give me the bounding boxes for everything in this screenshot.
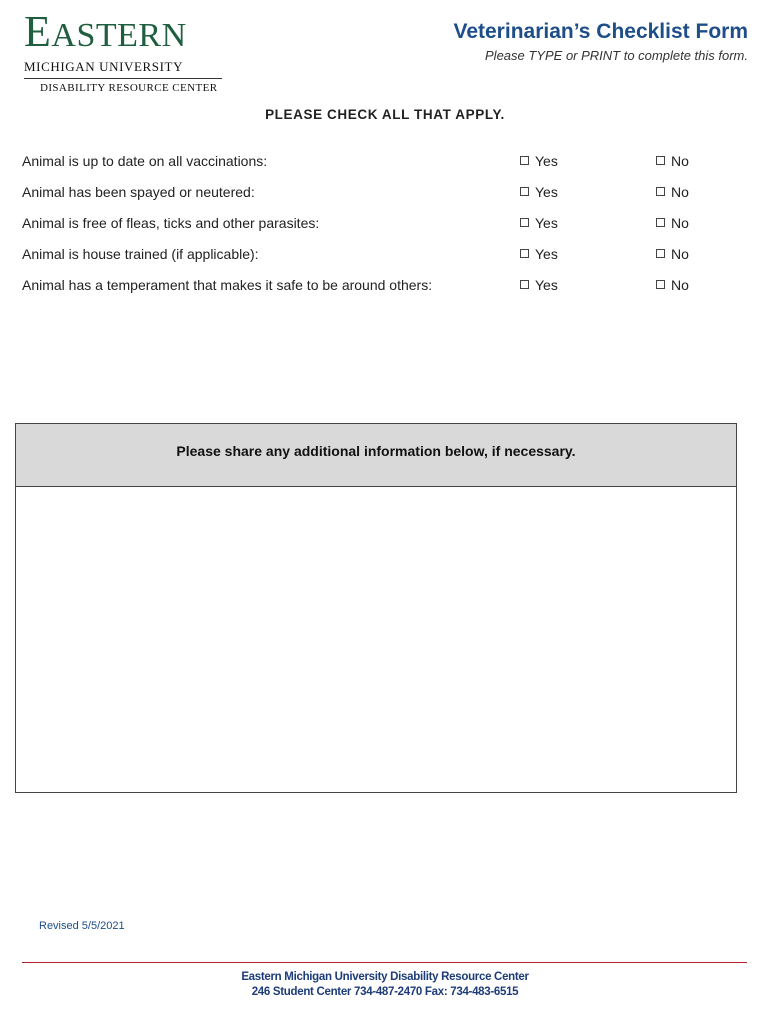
yes-option[interactable] — [520, 184, 558, 200]
no-label: No — [671, 153, 689, 169]
checklist-row-house-trained — [22, 246, 742, 277]
question-label: Animal is free of fleas, ticks and other parasites: — [22, 215, 320, 231]
yes-label: Yes — [535, 215, 558, 231]
logo-drc: DISABILITY RESOURCE CENTER — [40, 82, 218, 94]
checkbox-icon[interactable] — [656, 156, 665, 165]
checkbox-icon[interactable] — [520, 187, 529, 196]
checkbox-icon[interactable] — [656, 280, 665, 289]
footer — [0, 970, 770, 1000]
additional-info-field[interactable] — [16, 487, 736, 792]
instruction-heading: PLEASE CHECK ALL THAT APPLY. — [265, 107, 505, 122]
logo-eastern-rest: ASTERN — [51, 17, 187, 54]
checklist — [22, 153, 742, 308]
yes-label: Yes — [535, 277, 558, 293]
no-option[interactable] — [656, 277, 689, 293]
logo-university: MICHIGAN UNIVERSITY — [24, 59, 184, 74]
additional-info-header: Please share any additional information below, if necessary. — [16, 424, 736, 487]
checkbox-icon[interactable] — [520, 280, 529, 289]
no-label: No — [671, 215, 689, 231]
form-title: Veterinarian’s Checklist Form — [453, 20, 748, 43]
footer-divider — [22, 962, 747, 963]
question-label: Animal is house trained (if applicable): — [22, 246, 259, 262]
checkbox-icon[interactable] — [656, 249, 665, 258]
yes-label: Yes — [535, 184, 558, 200]
question-label: Animal has been spayed or neutered: — [22, 184, 255, 200]
form-subtitle: Please TYPE or PRINT to complete this form. — [485, 48, 748, 63]
footer-line-2: 246 Student Center 734-487-2470 Fax: 734-483-6515 — [251, 986, 519, 998]
no-label: No — [671, 184, 689, 200]
checklist-row-temperament — [22, 277, 742, 308]
logo-divider — [24, 78, 222, 79]
logo-wordmark — [24, 7, 229, 56]
no-option[interactable] — [656, 215, 689, 231]
yes-label: Yes — [535, 246, 558, 262]
yes-label: Yes — [535, 153, 558, 169]
no-option[interactable] — [656, 246, 689, 262]
no-option[interactable] — [656, 153, 689, 169]
no-label: No — [671, 246, 689, 262]
no-option[interactable] — [656, 184, 689, 200]
checklist-row-parasites — [22, 215, 742, 246]
checkbox-icon[interactable] — [656, 218, 665, 227]
question-label: Animal is up to date on all vaccinations: — [22, 153, 268, 169]
logo-eastern-initial: E — [24, 7, 52, 56]
footer-line-1: Eastern Michigan University Disability Resource Center — [241, 971, 529, 983]
no-label: No — [671, 277, 689, 293]
yes-option[interactable] — [520, 277, 558, 293]
checklist-row-spayed — [22, 184, 742, 215]
checklist-row-vaccinations — [22, 153, 742, 184]
additional-info-box — [15, 423, 737, 793]
checkbox-icon[interactable] — [656, 187, 665, 196]
checkbox-icon[interactable] — [520, 249, 529, 258]
yes-option[interactable] — [520, 246, 558, 262]
emu-logo — [24, 7, 229, 94]
checkbox-icon[interactable] — [520, 156, 529, 165]
question-label: Animal has a temperament that makes it safe to be around others: — [22, 277, 433, 293]
revised-date: Revised 5/5/2021 — [39, 920, 125, 932]
yes-option[interactable] — [520, 215, 558, 231]
checkbox-icon[interactable] — [520, 218, 529, 227]
yes-option[interactable] — [520, 153, 558, 169]
